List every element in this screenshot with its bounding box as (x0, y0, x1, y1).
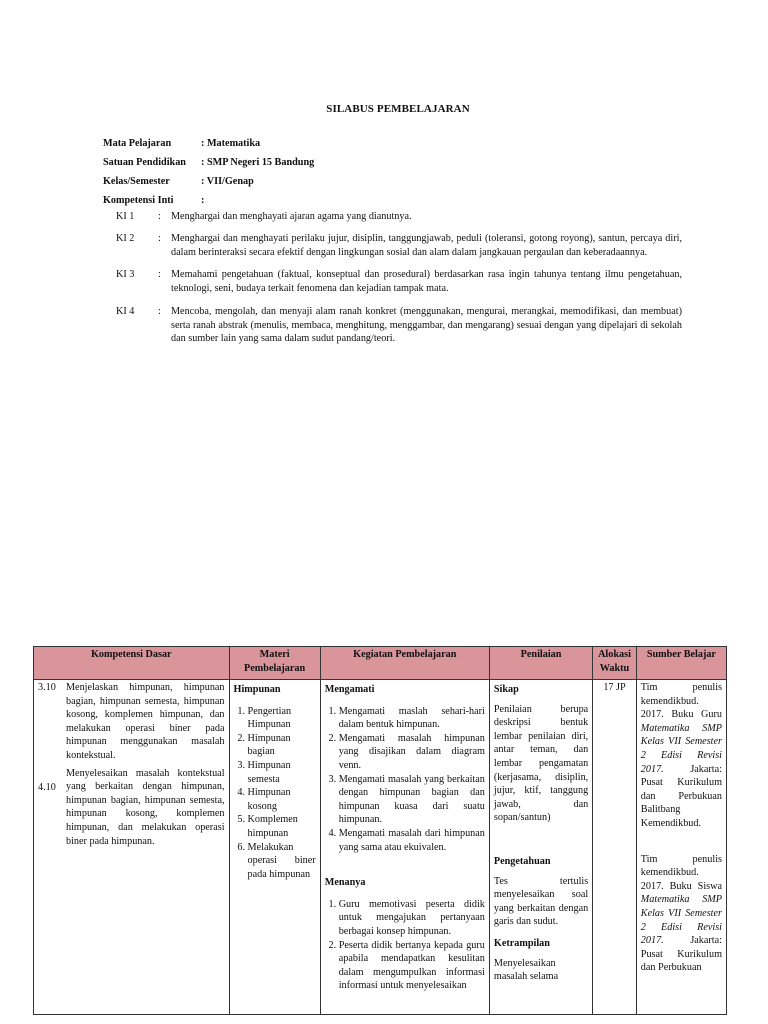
sikap-heading: Sikap (493, 684, 519, 695)
ki-code: KI 4 (116, 305, 135, 317)
ki-text: Menghargai dan menghayati ajaran agama yang dianutnya. (171, 211, 412, 222)
kd-text: Menyelesaikan masalah kontekstual yang berkaitan dengan himpunan, himpunan bagian, himpunan semesta, himpunan kosong, komplemen himpunan, dan melakukan operasi biner pada himpunan. (66, 767, 225, 847)
keterampilan-text: Menyelesaikan masalah selama (493, 957, 559, 983)
ki-text: Menghargai dan menghayati perilaku jujur, disiplin, tanggungjawab, peduli (toleransi, gotong royong), santun, percaya diri, dalam berinteraksi secara efektif dengan lingkungan sosial dan alam dalam jangkauan pergaulan dan keberadaannya. (171, 232, 682, 258)
ki-colon: : (158, 211, 161, 222)
cell-materi (229, 680, 320, 1015)
table-row (34, 680, 727, 1015)
header-penilaian: Penilaian (489, 647, 592, 680)
materi-item: 5. Komplemen himpunan (248, 813, 316, 840)
meta-label: Mata Pelajaran (103, 137, 172, 149)
ki-list (116, 210, 682, 346)
kd-number: 4.10 (38, 781, 56, 793)
menanya-item: 1. Guru memotivasi peserta didik untuk mengajukan pertanyaan berbagai konsep himpunan. (339, 898, 485, 939)
materi-list (234, 705, 316, 882)
header-kegiatan-pembelajaran: Kegiatan Pembelajaran (320, 647, 489, 680)
mengamati-item: 2. Mengamati masalah himpunan yang disajikan dalam diagram venn. (339, 732, 485, 773)
cell-penilaian (489, 680, 592, 1015)
materi-item: 4. Himpunan kosong (248, 786, 316, 813)
header-materi-pembelajaran: Materi Pembelajaran (229, 647, 320, 680)
ki-code: KI 2 (116, 232, 135, 244)
keterampilan-heading: Ketrampilan (493, 937, 550, 949)
mengamati-list (325, 705, 485, 855)
sumber-book-title: Matematika SMP Kelas VII Semester 2 Edisi Revisi 2017. (640, 894, 722, 947)
meta-label: Satuan Pendidikan (103, 156, 186, 168)
mengamati-item: 1. Mengamati maslah sehari-hari dalam bentuk himpunan. (339, 705, 485, 732)
sikap-text: Penilaian berupa deskripsi bentuk lembar penilaian diri, antar teman, dan lembar pengamatan (kerjasama, disiplin, jujur, ktif, tanggung jawab, dan sopan/santun) (493, 703, 589, 824)
ki-text: Mencoba, mengolah, dan menyaji alam ranah konkret (menggunakan, mengurai, merangkai, memodifikasi, dan membuat) serta ranah abstrak (menulis, membaca, menghitung, menggambar, dan mengarang) sesuai dengan yang dipelajari di sekolah dan sumber lain yang sama dalam sudut pandang/teori. (171, 305, 682, 345)
meta-value: : SMP Negeri 15 Bandung (201, 156, 315, 168)
cell-kegiatan (320, 680, 489, 1015)
ki-item-1 (116, 210, 682, 224)
pengetahuan-heading: Pengetahuan (493, 855, 551, 867)
sumber-text: Jakarta: Pusat Kurikulum dan Perbukuan (640, 935, 722, 974)
meta-row-mata-pelajaran (103, 134, 314, 153)
meta-label: Kompetensi Inti (103, 194, 174, 206)
sumber-text: Jakarta: Pusat Kurikulum dan Perbukuan Balitbang Kemendikbud. (640, 763, 722, 829)
meta-block (103, 134, 314, 210)
ki-colon: : (158, 305, 161, 317)
meta-row-satuan-pendidikan (103, 153, 314, 172)
sumber-book-title: Matematika SMP Kelas VII Semester 2 Edisi Revisi 2017. (640, 722, 722, 775)
meta-value: : VII/Genap (201, 175, 254, 187)
ki-item-4 (116, 305, 682, 346)
sumber-text: Tim penulis kemendikbud. 2017. Buku Siswa (640, 853, 722, 892)
kd-item (38, 681, 225, 763)
mengamati-heading: Mengamati (324, 684, 375, 695)
cell-kompetensi-dasar (34, 680, 230, 1015)
meta-label: Kelas/Semester (103, 175, 170, 187)
ki-code: KI 3 (116, 269, 135, 281)
cell-sumber (636, 680, 726, 1015)
kd-item (38, 767, 225, 849)
meta-row-kelas-semester (103, 172, 314, 191)
header-kompetensi-dasar: Kompetensi Dasar (34, 647, 230, 680)
materi-item: 1. Pengertian Himpunan (248, 705, 316, 732)
ki-code: KI 1 (116, 211, 135, 222)
header-sumber-belajar: Sumber Belajar (636, 647, 726, 680)
ki-text: Memahami pengetahuan (faktual, konseptual dan prosedural) berdasarkan rasa ingin tahunya tentang ilmu pengetahuan, teknologi, seni, budaya terkait fenomena dan kejadian tampak mata. (171, 269, 682, 295)
ki-item-2 (116, 232, 682, 260)
meta-value: : (201, 194, 205, 206)
materi-item: 3. Himpunan semesta (248, 759, 316, 786)
ki-colon: : (158, 269, 161, 281)
materi-heading: Himpunan (233, 684, 281, 695)
mengamati-item: 3. Mengamati masalah yang berkaitan dengan himpunan bagian dan himpunan kuasa dari suatu himpunan. (339, 773, 485, 827)
meta-row-kompetensi-inti (103, 191, 314, 210)
materi-item: 6. Melakukan operasi biner pada himpunan (248, 841, 316, 882)
meta-value: : Matematika (201, 137, 261, 149)
header-alokasi-waktu: Alokasi Waktu (593, 647, 637, 680)
document-title: SILABUS PEMBELAJARAN (326, 103, 470, 115)
pengetahuan-text: Tes tertulis menyelesaikan soal yang berkaitan dengan garis dan sudut. (493, 875, 589, 928)
syllabus-table (33, 646, 727, 1015)
menanya-item: 2. Peserta didik bertanya kepada guru apabila mendapatkan kesulitan dalam mengumpulkan informasi informasi untuk menyelesaikan (339, 939, 485, 993)
table-header-row (34, 647, 727, 680)
cell-alokasi: 17 JP (593, 680, 637, 1015)
sumber-entry (641, 681, 722, 831)
kd-number: 3.10 (38, 682, 56, 693)
kd-text: Menjelaskan himpunan, himpunan bagian, himpunan semesta, himpunan kosong, komplemen himpunan, dan melakukan operasi biner pada himpunan menggunakan masalah kontekstual. (66, 682, 225, 761)
mengamati-item: 4. Mengamati masalah dari himpunan yang sama atau ekuivalen. (339, 827, 485, 854)
materi-item: 2. Himpunan bagian (248, 732, 316, 759)
ki-colon: : (158, 232, 161, 244)
menanya-list (325, 898, 485, 993)
sumber-entry (641, 853, 722, 975)
sumber-text: Tim penulis kemendikbud. 2017. Buku Guru (640, 682, 722, 721)
ki-item-3 (116, 268, 682, 296)
menanya-heading: Menanya (324, 877, 366, 889)
